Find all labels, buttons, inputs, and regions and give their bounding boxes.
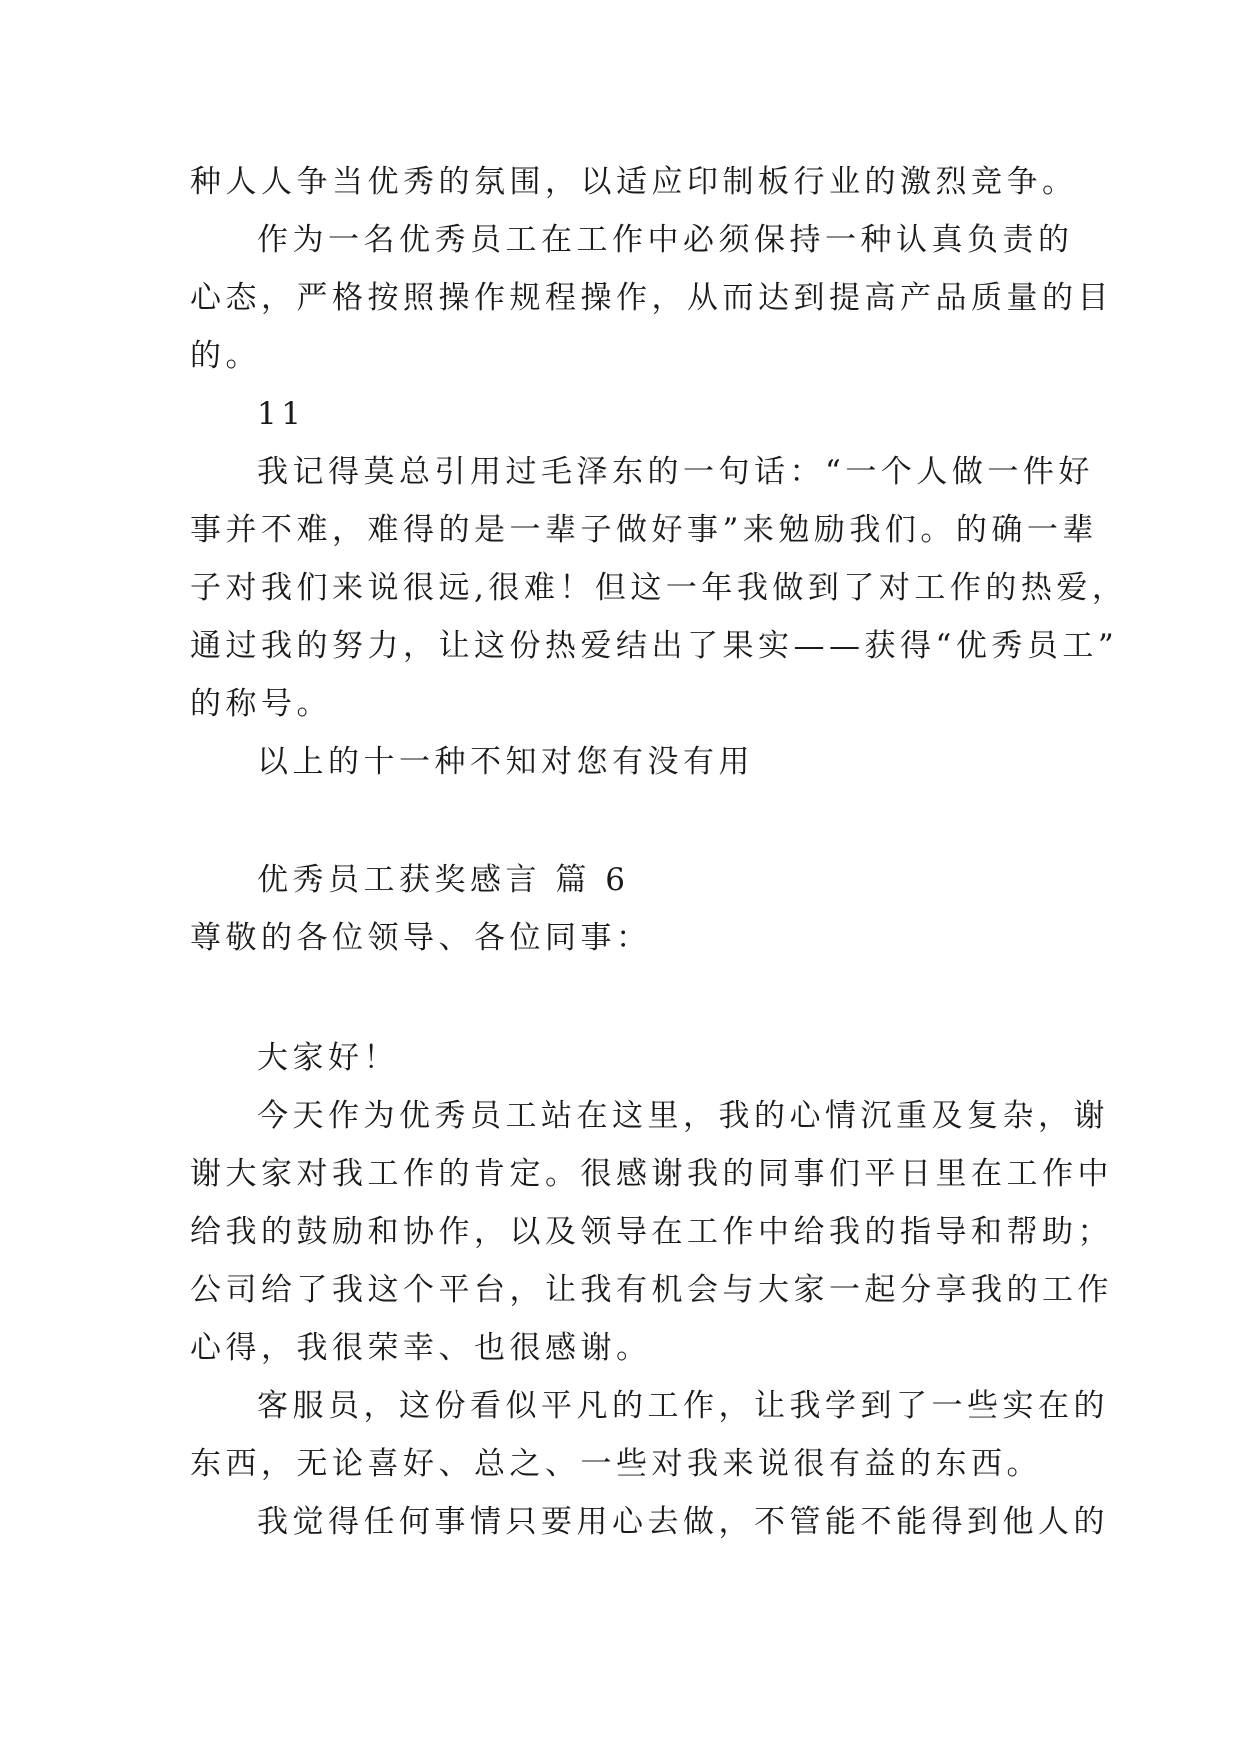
paragraph-line: 公司给了我这个平台，让我有机会与大家一起分享我的工作 [190,1272,1113,1308]
paragraph-line: 子对我们来说很远,很难！但这一年我做到了对工作的热爱， [190,570,1128,606]
paragraph-line: 我觉得任何事情只要用心去做，不管能不能得到他人的 [257,1504,1109,1540]
greeting: 大家好！ [257,1040,399,1076]
paragraph-line: 客服员，这份看似平凡的工作，让我学到了一些实在的 [257,1388,1109,1424]
paragraph-line: 作为一名优秀员工在工作中必须保持一种认真负责的 [257,222,1074,258]
paragraph-line: 心态，严格按照操作规程操作，从而达到提高产品质量的目 [190,280,1113,316]
paragraph-line: 心得，我很荣幸、也很感谢。 [190,1330,652,1366]
section-heading: 优秀员工获奖感言 篇 6 [257,862,630,898]
salutation: 尊敬的各位领导、各位同事： [190,920,652,956]
paragraph-line: 的。 [190,338,261,374]
section-number: 11 [257,396,306,432]
paragraph-line: 的称号。 [190,686,332,722]
paragraph-line: 以上的十一种不知对您有没有用 [257,744,754,780]
paragraph-line: 给我的鼓励和协作，以及领导在工作中给我的指导和帮助； [190,1214,1113,1250]
paragraph-line: 种人人争当优秀的氛围，以适应印制板行业的激烈竞争。 [190,164,1078,200]
paragraph-line: 今天作为优秀员工站在这里，我的心情沉重及复杂，谢 [257,1098,1109,1134]
paragraph-line: 我记得莫总引用过毛泽东的一句话：“一个人做一件好 [257,454,1094,490]
paragraph-line: 东西，无论喜好、总之、一些对我来说很有益的东西。 [190,1446,1042,1482]
paragraph-line: 事并不难，难得的是一辈子做好事”来勉励我们。的确一辈 [190,512,1098,548]
paragraph-line: 通过我的努力，让这份热爱结出了果实——获得“优秀员工” [190,628,1119,664]
paragraph-line: 谢大家对我工作的肯定。很感谢我的同事们平日里在工作中 [190,1156,1113,1192]
